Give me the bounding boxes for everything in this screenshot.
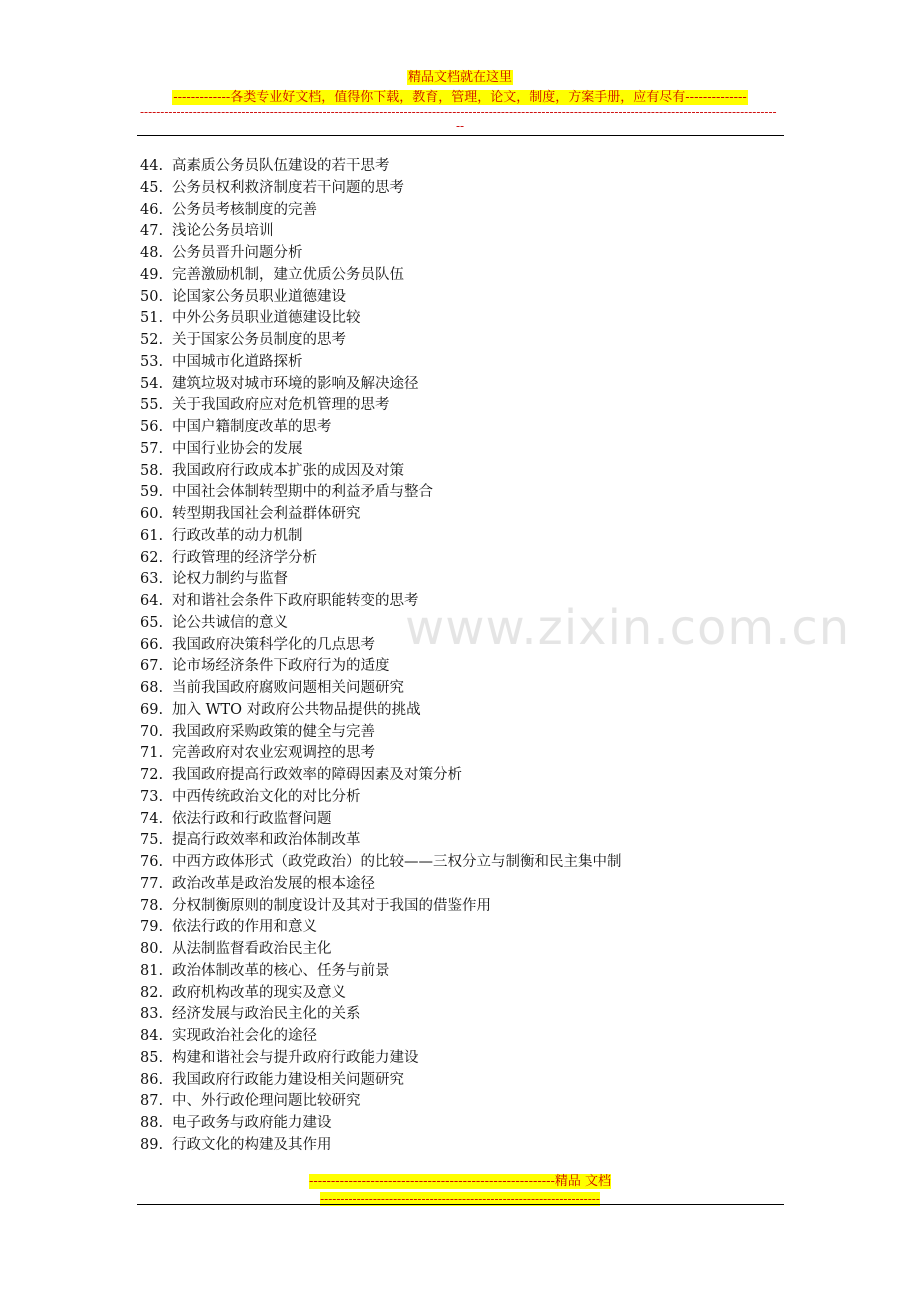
list-item bbox=[140, 569, 780, 591]
list-item bbox=[140, 1091, 780, 1113]
footer-rule bbox=[137, 1204, 784, 1205]
header-title bbox=[0, 66, 920, 86]
list-item bbox=[140, 200, 780, 222]
item-text: 完善激励机制，建立优质公务员队伍 bbox=[172, 266, 404, 283]
item-text: 提高行政效率和政治体制改革 bbox=[172, 832, 361, 849]
item-text: 电子政务与政府能力建设 bbox=[172, 1115, 332, 1131]
list-item bbox=[140, 156, 780, 178]
item-number: 87. bbox=[140, 1093, 164, 1110]
item-number: 70. bbox=[140, 723, 164, 740]
item-number: 46. bbox=[140, 201, 164, 218]
footer-line-1 bbox=[0, 1170, 920, 1190]
list-item bbox=[140, 461, 780, 483]
list-item bbox=[140, 178, 780, 200]
footer-line-1-text: --------------------------------------------------------精品 文档 bbox=[308, 1174, 612, 1189]
item-text: 转型期我国社会利益群体研究 bbox=[172, 506, 361, 522]
item-number: 58. bbox=[140, 462, 164, 479]
list-item bbox=[140, 613, 780, 635]
list-item bbox=[140, 809, 780, 831]
item-number: 76. bbox=[140, 854, 164, 870]
item-text: 中国城市化道路探析 bbox=[172, 353, 303, 370]
item-number: 68. bbox=[140, 680, 164, 696]
list-item bbox=[140, 265, 780, 287]
item-number: 48. bbox=[140, 245, 164, 261]
list-item bbox=[140, 656, 780, 678]
list-item bbox=[140, 352, 780, 374]
list-item bbox=[140, 874, 780, 896]
list-item bbox=[140, 374, 780, 396]
item-text: 中国户籍制度改革的思考 bbox=[172, 419, 332, 435]
item-number: 45. bbox=[140, 179, 164, 196]
item-text: 公务员权利救济制度若干问题的思考 bbox=[172, 179, 404, 196]
item-text: 关于国家公务员制度的思考 bbox=[172, 332, 346, 348]
item-number: 77. bbox=[140, 875, 164, 892]
item-text: 中、外行政伦理问题比较研究 bbox=[172, 1093, 361, 1110]
list-item bbox=[140, 1048, 780, 1070]
item-text: 政府机构改革的现实及意义 bbox=[172, 984, 346, 1001]
item-number: 61. bbox=[140, 527, 164, 544]
item-number: 79. bbox=[140, 919, 164, 936]
item-text: 行政管理的经济学分析 bbox=[172, 549, 317, 566]
item-text: 从法制监督看政治民主化 bbox=[172, 941, 332, 957]
list-item bbox=[140, 1135, 780, 1157]
header-dash-line-tail: -- bbox=[455, 119, 465, 133]
item-number: 81. bbox=[140, 962, 164, 979]
item-number: 75. bbox=[140, 832, 164, 849]
item-number: 64. bbox=[140, 593, 164, 609]
item-text: 中外公务员职业道德建设比较 bbox=[172, 310, 361, 327]
item-text: 依法行政和行政监督问题 bbox=[172, 810, 332, 827]
item-text: 公务员晋升问题分析 bbox=[172, 245, 303, 261]
item-number: 84. bbox=[140, 1028, 164, 1044]
item-number: 63. bbox=[140, 571, 164, 588]
item-text: 浅论公务员培训 bbox=[172, 223, 274, 240]
list-item bbox=[140, 548, 780, 570]
list-item bbox=[140, 243, 780, 265]
item-text: 中西方政体形式（政党政治）的比较——三权分立与制衡和民主集中制 bbox=[172, 854, 622, 870]
item-number: 88. bbox=[140, 1115, 164, 1131]
item-text: 政治体制改革的核心、任务与前景 bbox=[172, 962, 390, 979]
item-text: 公务员考核制度的完善 bbox=[172, 201, 317, 218]
item-text: 我国政府决策科学化的几点思考 bbox=[172, 636, 375, 653]
item-number: 54. bbox=[140, 375, 164, 392]
item-number: 80. bbox=[140, 941, 164, 957]
item-number: 69. bbox=[140, 701, 164, 718]
list-item bbox=[140, 395, 780, 417]
item-number: 60. bbox=[140, 506, 164, 522]
list-item bbox=[140, 917, 780, 939]
list-item bbox=[140, 482, 780, 504]
item-number: 53. bbox=[140, 353, 164, 370]
item-number: 71. bbox=[140, 745, 164, 762]
item-text: 论国家公务员职业道德建设 bbox=[172, 288, 346, 305]
list-item bbox=[140, 591, 780, 613]
item-number: 56. bbox=[140, 419, 164, 435]
item-number: 62. bbox=[140, 549, 164, 566]
list-item bbox=[140, 287, 780, 309]
item-text: 行政文化的构建及其作用 bbox=[172, 1136, 332, 1153]
list-item bbox=[140, 1113, 780, 1135]
item-text: 加入 WTO 对政府公共物品提供的挑战 bbox=[172, 701, 421, 718]
item-text: 完善政府对农业宏观调控的思考 bbox=[172, 745, 375, 762]
item-number: 89. bbox=[140, 1136, 164, 1153]
list-item bbox=[140, 787, 780, 809]
list-item bbox=[140, 830, 780, 852]
item-number: 44. bbox=[140, 158, 164, 174]
item-number: 47. bbox=[140, 223, 164, 240]
item-text: 行政改革的动力机制 bbox=[172, 527, 303, 544]
item-number: 73. bbox=[140, 788, 164, 805]
item-text: 中国行业协会的发展 bbox=[172, 440, 303, 457]
item-text: 我国政府行政能力建设相关问题研究 bbox=[172, 1071, 404, 1088]
item-text: 经济发展与政治民主化的关系 bbox=[172, 1006, 361, 1023]
list-item bbox=[140, 1004, 780, 1026]
item-number: 50. bbox=[140, 288, 164, 305]
item-text: 论权力制约与监督 bbox=[172, 571, 288, 588]
topic-list bbox=[140, 156, 780, 1157]
item-number: 59. bbox=[140, 484, 164, 501]
item-number: 49. bbox=[140, 266, 164, 283]
item-text: 实现政治社会化的途径 bbox=[172, 1028, 317, 1044]
item-text: 关于我国政府应对危机管理的思考 bbox=[172, 397, 390, 414]
list-item bbox=[140, 635, 780, 657]
item-text: 政治改革是政治发展的根本途径 bbox=[172, 875, 375, 892]
item-text: 高素质公务员队伍建设的若干思考 bbox=[172, 158, 390, 174]
item-number: 72. bbox=[140, 767, 164, 783]
item-text: 中国社会体制转型期中的利益矛盾与整合 bbox=[172, 484, 433, 501]
list-item bbox=[140, 526, 780, 548]
item-text: 我国政府采购政策的健全与完善 bbox=[172, 723, 375, 740]
item-number: 74. bbox=[140, 810, 164, 827]
item-text: 建筑垃圾对城市环境的影响及解决途径 bbox=[172, 375, 419, 392]
item-text: 构建和谐社会与提升政府行政能力建设 bbox=[172, 1049, 419, 1066]
watermark: www.zixin.com.cn bbox=[405, 600, 851, 656]
footer-line-2-text: --------------------------------------------------------------------- bbox=[320, 1192, 600, 1206]
list-item bbox=[140, 439, 780, 461]
item-number: 66. bbox=[140, 636, 164, 653]
list-item bbox=[140, 852, 780, 874]
item-number: 85. bbox=[140, 1049, 164, 1066]
item-text: 中西传统政治文化的对比分析 bbox=[172, 788, 361, 805]
list-item bbox=[140, 1026, 780, 1048]
list-item bbox=[140, 1070, 780, 1092]
list-item bbox=[140, 700, 780, 722]
list-item bbox=[140, 722, 780, 744]
item-number: 55. bbox=[140, 397, 164, 414]
list-item bbox=[140, 221, 780, 243]
item-number: 86. bbox=[140, 1071, 164, 1088]
item-number: 67. bbox=[140, 658, 164, 675]
header-subtitle bbox=[0, 86, 920, 106]
item-number: 52. bbox=[140, 332, 164, 348]
item-number: 78. bbox=[140, 897, 164, 914]
item-number: 82. bbox=[140, 984, 164, 1001]
list-item bbox=[140, 417, 780, 439]
list-item bbox=[140, 678, 780, 700]
header-subtitle-text: -------------各类专业好文档，值得你下载，教育，管理，论文，制度，方案手册，应有尽有-------------- bbox=[173, 90, 747, 105]
list-item bbox=[140, 896, 780, 918]
list-item bbox=[140, 983, 780, 1005]
header-title-text: 精品文档就在这里 bbox=[407, 70, 512, 85]
item-number: 51. bbox=[140, 310, 164, 327]
item-text: 论公共诚信的意义 bbox=[172, 614, 288, 631]
item-text: 我国政府行政成本扩张的成因及对策 bbox=[172, 462, 404, 479]
list-item bbox=[140, 743, 780, 765]
item-number: 65. bbox=[140, 614, 164, 631]
item-number: 83. bbox=[140, 1006, 164, 1023]
list-item bbox=[140, 504, 780, 526]
item-text: 论市场经济条件下政府行为的适度 bbox=[172, 658, 390, 675]
header-dash-line: ------------------------------------------------------------------------------------------------------------------------------------------------------------- bbox=[140, 105, 777, 119]
item-text: 分权制衡原则的制度设计及其对于我国的借鉴作用 bbox=[172, 897, 491, 914]
item-text: 我国政府提高行政效率的障碍因素及对策分析 bbox=[172, 767, 462, 783]
item-text: 当前我国政府腐败问题相关问题研究 bbox=[172, 680, 404, 696]
list-item bbox=[140, 961, 780, 983]
item-text: 对和谐社会条件下政府职能转变的思考 bbox=[172, 593, 419, 609]
list-item bbox=[140, 765, 780, 787]
list-item bbox=[140, 308, 780, 330]
list-item bbox=[140, 330, 780, 352]
list-item bbox=[140, 939, 780, 961]
header-rule bbox=[137, 135, 784, 136]
item-number: 57. bbox=[140, 440, 164, 457]
item-text: 依法行政的作用和意义 bbox=[172, 919, 317, 936]
